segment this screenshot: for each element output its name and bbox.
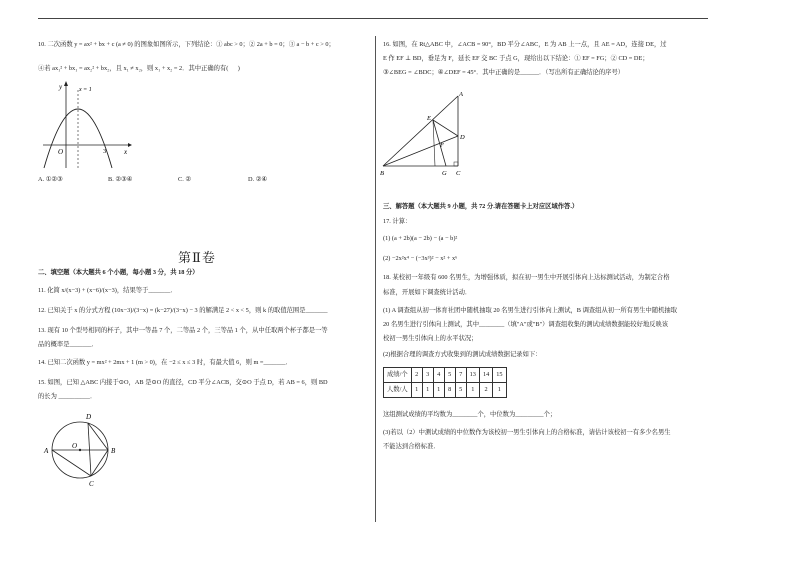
graph-y-label: y <box>59 83 63 91</box>
tri-label-d: D <box>460 134 465 141</box>
section2-title: 二、填空题（本大题共 6 个小题，每小题 3 分，共 18 分） <box>38 269 199 276</box>
header-rule <box>38 18 708 19</box>
q18-text-6: (2)根据合理的调查方式收集到的测试成绩数据记录如下： <box>383 351 542 358</box>
triangle-figure <box>378 90 473 180</box>
q18-text-7: 这组测试成绩的平均数为________个，中位数为_________个； <box>383 411 557 418</box>
circle-label-c: C <box>89 480 94 488</box>
graph-three-label: 3 <box>103 148 107 155</box>
q18-text-5: 校初一男生引体向上的水平状况； <box>383 335 478 342</box>
q18-text-2: 标准，开展如下调查统计活动． <box>383 289 472 296</box>
table-cell: 5 <box>455 382 466 397</box>
tri-label-b: B <box>380 170 384 177</box>
table-cell: 3 <box>422 368 433 383</box>
q15-text-2: 的长为 __________． <box>38 393 97 400</box>
table-cell: 人数/人 <box>384 382 412 397</box>
table-cell: 1 <box>466 382 479 397</box>
q16-text-2: E 作 EF ⊥ BD，垂足为 F，延长 EF 交 BC 于点 G，现给出以下结论：① EF = FG；② CD = DE； <box>383 55 649 62</box>
table-cell: 13 <box>466 368 479 383</box>
table-cell: 1 <box>493 382 506 397</box>
q11-text: 11. 化简 x/(x−3) + (x−6)/(x−3)，结果等于_______． <box>38 287 177 294</box>
tri-label-c: C <box>456 170 461 177</box>
q13-text-2: 品的概率是_______． <box>38 341 98 348</box>
table-cell: 4 <box>433 368 444 383</box>
circle-label-d: D <box>86 413 92 421</box>
q17-part1: (1) (a + 2b)(a − 2b) − (a − b)² <box>383 235 458 242</box>
table-cell: 1 <box>411 382 422 397</box>
q10-text: 10. 二次函数 y = ax² + bx + c (a ≠ 0) 的图象如图所示，下列结论：① abc > 0；② 2a + b = 0；③ a − b + c > 0； <box>38 41 335 48</box>
q10-option-d: D. ②④ <box>248 176 267 183</box>
q15-text: 15. 如图，已知 △ABC 内接于⊙O，AB 是⊙O 的直径，CD 平分∠ACB，交⊙O 于点 D，若 AB = 6，则 BD <box>38 379 328 386</box>
q18-text-4: 20 名男生进行引体向上测试，其中________（填"A"或"B"）调查组收集的测试成绩数据能较好地反映该 <box>383 321 669 328</box>
table-cell: 1 <box>422 382 433 397</box>
table-row <box>384 382 507 397</box>
q13-text: 13. 现有 10 个型号相同的杯子，其中一等品 7 个，二等品 2 个，三等品 1 个，从中任取两个杯子都是一等 <box>38 327 328 334</box>
circle-label-a: A <box>44 447 49 455</box>
column-divider <box>375 36 376 522</box>
table-cell: 7 <box>455 368 466 383</box>
q14-text: 14. 已知二次函数 y = mx² + 2mx + 1 (m > 0)，在 −2 ≤ x ≤ 3 时，有最大值 6，则 m =_______． <box>38 359 292 366</box>
q18-text-8: (3)若以（2）中测试成绩的中位数作为该校初一男生引体向上的合格标准，请估计该校初一有多少名男生 <box>383 429 671 436</box>
circle-label-b: B <box>111 447 116 455</box>
q10-option-a: A. ①②③ <box>38 176 63 183</box>
table-cell: 14 <box>479 368 492 383</box>
table-cell: 5 <box>444 368 455 383</box>
q17-part2: (2) −2x²x⁴ − (−3x³)² − x² + x⁶ <box>383 255 458 262</box>
tri-label-e: E <box>427 115 431 122</box>
q10-text-2: ④若 ax₁² + bx₁ = ax₂² + bx₂，且 x₁ ≠ x₂，则 x₁ + x₂ = 2．其中正确的有( ) <box>38 65 240 72</box>
q18-text: 18. 某校初一年级有 600 名男生，为增强体质，拟在初一男生中开展引体向上达标测试活动，为制定合格 <box>383 274 670 281</box>
q16-text-3: ③∠BEG = ∠BDC；④∠DEF = 45°．其中正确的是______．（写出所有正确结论的序号） <box>383 69 625 76</box>
circle-figure <box>40 408 130 488</box>
table-cell: 2 <box>479 382 492 397</box>
table-cell: 1 <box>433 382 444 397</box>
parabola-graph <box>38 80 133 170</box>
q18-text-9: 不能达到合格标准． <box>383 443 440 450</box>
graph-origin-label: O <box>58 148 64 156</box>
table-cell: 成绩/个 <box>384 368 412 383</box>
circle-label-o: O <box>72 442 78 450</box>
table-cell: 15 <box>493 368 506 383</box>
tri-label-f: F <box>440 142 444 149</box>
q10-option-c: C. ② <box>178 176 191 183</box>
section3-title: 三、解答题（本大题共 9 小题，共 72 分.请在答题卡上对应区域作答.） <box>383 203 579 210</box>
tri-label-a: A <box>459 91 463 98</box>
score-table <box>383 367 507 398</box>
q16-text: 16. 如图，在 Rt△ABC 中，∠ACB = 90°，BD 平分∠ABC，E 为 AB 上一点，且 AE = AD，连接 DE，过 <box>383 41 667 48</box>
tri-label-g: G <box>442 170 447 177</box>
q10-option-b: B. ②③④ <box>108 176 133 183</box>
graph-axis-label: x = 1 <box>79 87 92 93</box>
table-cell: 2 <box>411 368 422 383</box>
graph-x-label: x <box>124 148 128 156</box>
q18-text-3: (1) A 调查组从初一体育社团中随机抽取 20 名男生进行引体向上测试，B 调查组从初一所有男生中随机抽取 <box>383 307 678 314</box>
table-row <box>384 368 507 383</box>
q17-text: 17. 计算： <box>383 218 412 225</box>
table-cell: 8 <box>444 382 455 397</box>
volume-title: 第Ⅱ卷 <box>178 250 216 265</box>
q12-text: 12. 已知关于 x 的分式方程 (10x−3)/(3−x) = (k−27)/(3−x) − 3 的解满足 2 < x < 5，则 k 的取值范围是_______ <box>38 307 328 314</box>
